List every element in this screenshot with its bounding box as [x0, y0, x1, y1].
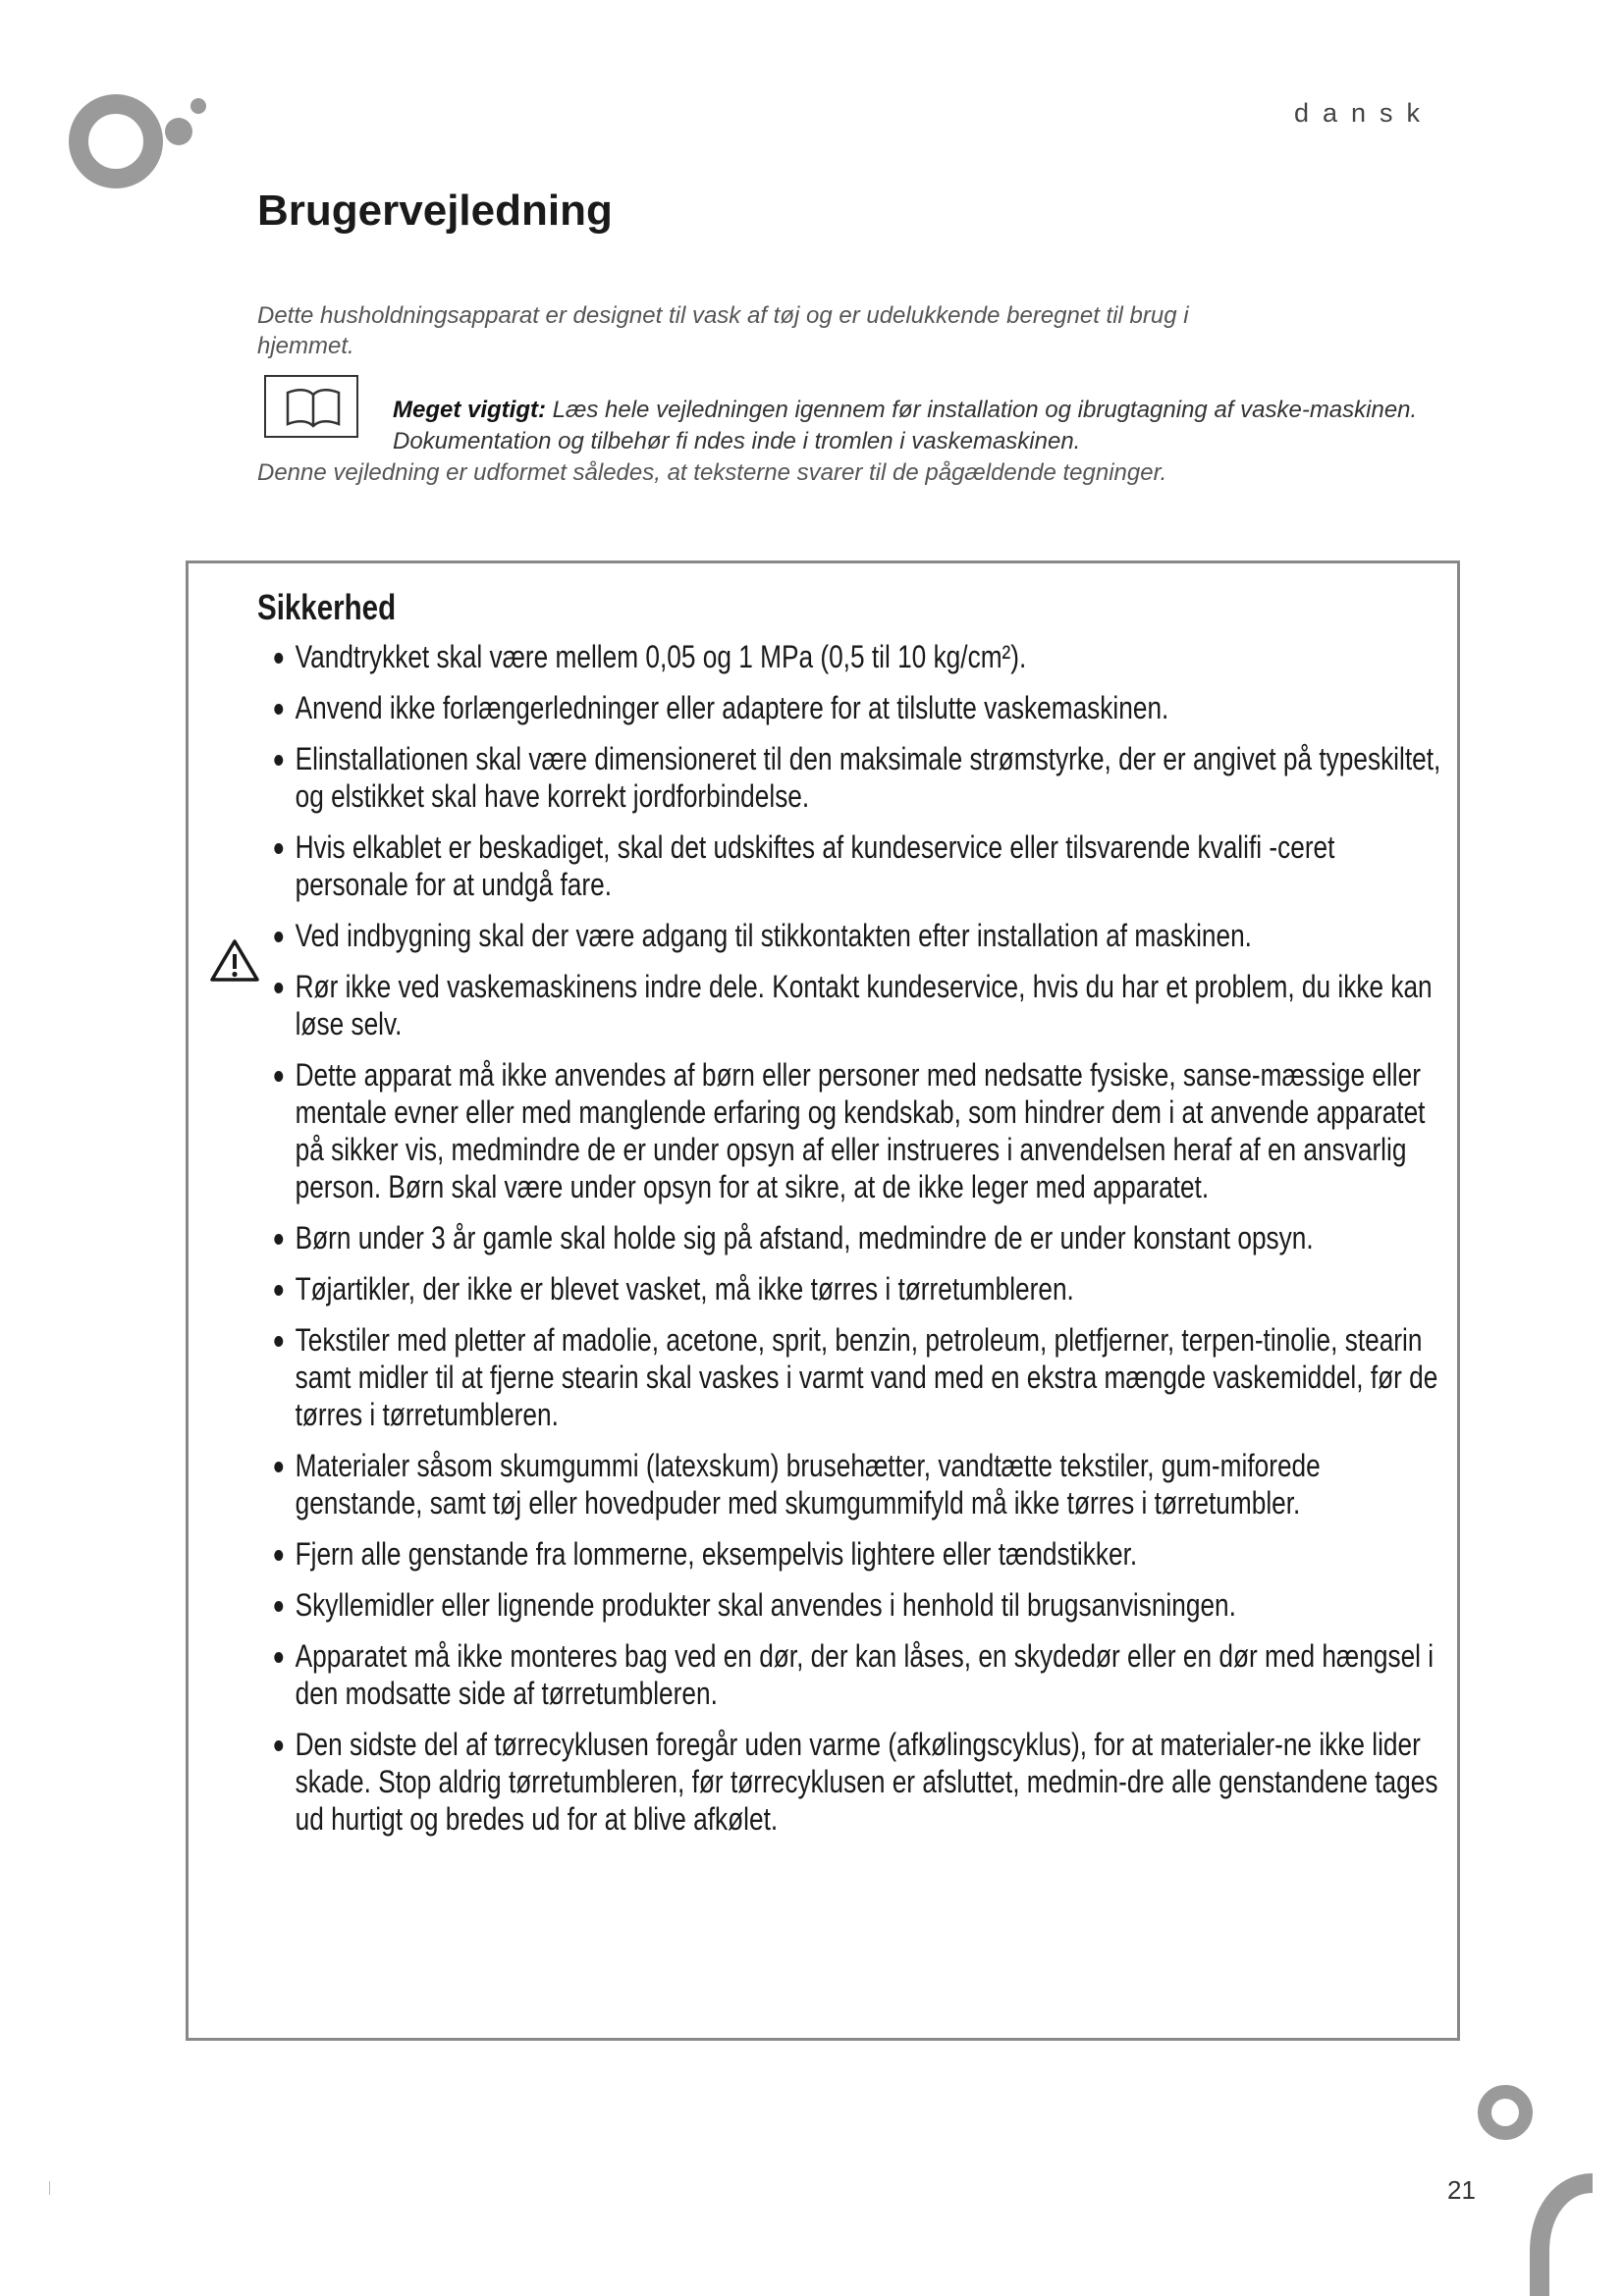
- safety-title: Sikkerhed: [257, 587, 397, 627]
- ring-decoration-icon: [1476, 2083, 1535, 2142]
- list-item: Tøjartikler, der ikke er blevet vasket, må ikke tørres i tørretumbleren.: [271, 1270, 1454, 1308]
- important-text: Læs hele vejledningen igennem før installation og ibrugtagning af vaske-maskinen. Dokumentation og tilbehør fi ndes inde i tromlen i vaskemaskinen.: [393, 397, 1418, 454]
- intro-text: Dette husholdningsapparat er designet til vask af tøj og er udelukkende beregnet til brug i hjemmet.: [257, 302, 1189, 359]
- important-note: [393, 395, 1434, 457]
- list-item: Fjern alle genstande fra lommerne, eksempelvis lightere eller tændstikker.: [271, 1535, 1454, 1573]
- page-number: 21: [1447, 2175, 1476, 2205]
- list-item: Rør ikke ved vaskemaskinens indre dele. Kontakt kundeservice, hvis du har et problem, du ikke kan løse selv.: [271, 968, 1454, 1042]
- list-item: Den sidste del af tørrecyklusen foregår uden varme (afkølingscyklus), for at materialer-ne ikke lider skade. Stop aldrig tørretumbleren, før tørrecyklusen er afsluttet, medmin-dre alle genstandene tages ud hurtigt og bredes ud for at blive afkølet.: [271, 1726, 1454, 1838]
- list-item: Elinstallationen skal være dimensioneret til den maksimale strømstyrke, der er angivet på typeskiltet, og elstikket skal have korrekt jordforbindelse.: [271, 740, 1454, 815]
- list-item: Dette apparat må ikke anvendes af børn eller personer med nedsatte fysiske, sanse-mæssige eller mentale evner eller med manglende erfaring og kendskab, som hindrer dem i at anvende apparatet på sikker vis, medmindre de er under opsyn af eller instrueres i anvendelsen heraf af en ansvarlig person. Børn skal være under opsyn for at sikre, at de ikke leger med apparatet.: [271, 1056, 1454, 1205]
- language-label: dansk: [1294, 98, 1435, 128]
- list-item: Tekstiler med pletter af madolie, acetone, sprit, benzin, petroleum, pletfjerner, terpen-tinolie, stearin samt midler til at fjerne stearin skal vaskes i varmt vand med en ekstra mængde vaskemiddel, før de tørres i tørretumbleren.: [271, 1321, 1454, 1433]
- list-item: Ved indbygning skal der være adgang til stikkontakten efter installation af maskinen.: [271, 917, 1454, 954]
- safety-list: [271, 638, 1454, 1851]
- warning-icon: [209, 937, 260, 983]
- list-item: Anvend ikke forlængerledninger eller adaptere for at tilslutte vaskemaskinen.: [271, 689, 1454, 726]
- page-mark: [49, 2181, 50, 2195]
- list-item: Skyllemidler eller lignende produkter skal anvendes i henhold til brugsanvisningen.: [271, 1586, 1454, 1624]
- brand-logo: [67, 84, 214, 192]
- list-item: Børn under 3 år gamle skal holde sig på afstand, medmindre de er under konstant opsyn.: [271, 1219, 1454, 1256]
- important-label: Meget vigtigt:: [393, 397, 546, 423]
- list-item: Vandtrykket skal være mellem 0,05 og 1 MPa (0,5 til 10 kg/cm²).: [271, 638, 1454, 675]
- book-icon: [264, 375, 358, 438]
- arc-decoration-icon: [1522, 2169, 1624, 2296]
- list-item: Hvis elkablet er beskadiget, skal det udskiftes af kundeservice eller tilsvarende kvalifi -ceret personale for at undgå fare.: [271, 828, 1454, 903]
- list-item: Apparatet må ikke monteres bag ved en dør, der kan låses, en skydedør eller en dør med hængsel i den modsatte side af tørretumbleren.: [271, 1637, 1454, 1712]
- list-item: Materialer såsom skumgummi (latexskum) brusehætter, vandtætte tekstiler, gum-miforede genstande, samt tøj eller hovedpuder med skumgummifyld må ikke tørres i tørretumbler.: [271, 1447, 1454, 1522]
- layout-note: Denne vejledning er udformet således, at teksterne svarer til de pågældende tegninger.: [257, 459, 1167, 486]
- page-title: Brugervejledning: [257, 187, 613, 235]
